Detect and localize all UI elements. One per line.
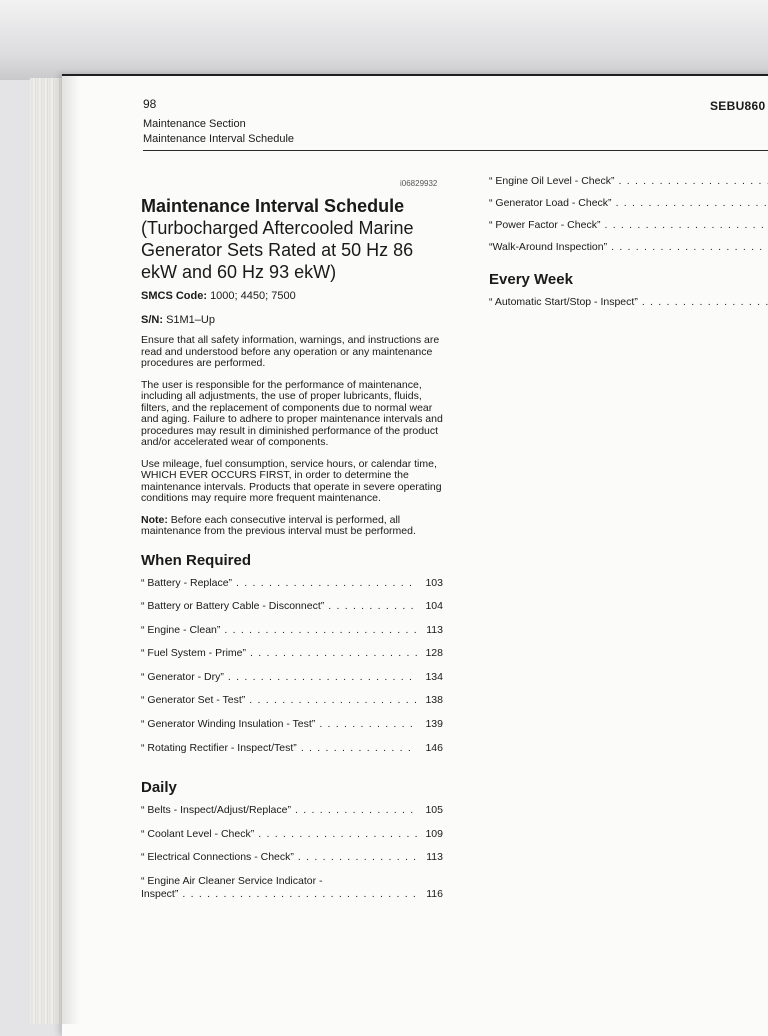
toc-entry[interactable]: “ Battery - Replace” . . . 103 [141, 577, 443, 601]
paragraph-responsibility: The user is responsible for the performance of maintenance, including all adjustments, the use of proper lubricants, fluids, filters, and the replacement of components due to normal wear and aging. Failure to adhere to proper maintenance intervals and procedures may result in diminished performance of the product and/or accelerated wear of components. [141, 378, 443, 448]
toc-entry-line1: “ Engine Air Cleaner Service Indicator - [141, 875, 323, 888]
toc-entry[interactable]: “ Fuel System - Prime” . . . 128 [141, 647, 443, 671]
title-subtitle: (Turbocharged Aftercooled Marine Generator Sets Rated at 50 Hz 86 ekW and 60 Hz 93 ekW) [141, 218, 414, 282]
toc-entry[interactable]: “ Automatic Start/Stop - Inspect” . . . [489, 296, 768, 318]
daily-list [141, 804, 443, 911]
toc-page: 105 [425, 804, 443, 817]
serial-number [141, 313, 443, 327]
toc-entry[interactable]: “ Belts - Inspect/Adjust/Replace” . . . 105 [141, 804, 443, 828]
running-header [143, 117, 294, 147]
left-column [141, 195, 443, 911]
toc-page: 103 [425, 576, 443, 589]
subsection-name: Maintenance Interval Schedule [143, 133, 295, 145]
page-number: 98 [143, 97, 157, 111]
smcs-code [141, 289, 443, 303]
page-gutter-shade [62, 76, 80, 1024]
toc-entry[interactable]: “ Engine Oil Level - Check” . . . [489, 175, 768, 197]
note [141, 515, 443, 538]
topic-title [141, 195, 443, 283]
daily-list-continued [489, 175, 768, 263]
paragraph-intervals: Use mileage, fuel consumption, service hours, or calendar time, WHICH EVER OCCURS FIRST, in order to determine the maintenance intervals. Products that operate in severe operating conditions may require more frequent maintenance. [141, 457, 442, 504]
toc-entry[interactable]: “ Generator Winding Insulation - Test” . . . 139 [141, 718, 443, 742]
toc-entry[interactable]: “ Electrical Connections - Check” . . . 113 [141, 851, 443, 875]
header-rule [143, 150, 768, 151]
toc-page: 109 [425, 827, 443, 840]
toc-page: 113 [426, 623, 443, 636]
sn-label: S/N: [141, 314, 163, 326]
toc-entry[interactable] [141, 875, 443, 911]
smcs-label: SMCS Code: [141, 290, 207, 302]
toc-page: 138 [425, 694, 443, 707]
heading-when-required: When Required [141, 551, 252, 569]
right-column [489, 175, 768, 318]
background-shadow [0, 0, 768, 80]
document-code: SEBU860 [710, 99, 766, 113]
toc-page: 139 [425, 718, 443, 731]
toc-page: 113 [426, 851, 443, 864]
toc-entry[interactable]: “ Engine - Clean” . . . 113 [141, 624, 443, 648]
toc-page: 104 [425, 600, 443, 613]
reference-id: i06829932 [400, 179, 438, 188]
toc-page: 134 [425, 670, 443, 683]
when-required-list [141, 577, 443, 766]
toc-entry[interactable]: “ Generator Load - Check” . . . [489, 197, 768, 219]
note-text: Before each consecutive interval is performed, all maintenance from the previous interval must be performed. [141, 513, 416, 537]
toc-entry[interactable]: “Walk-Around Inspection” . . . [489, 241, 768, 263]
toc-entry[interactable]: “ Generator - Dry” . . . 134 [141, 671, 443, 695]
toc-entry[interactable]: “ Coolant Level - Check” . . . 109 [141, 828, 443, 852]
paragraph-safety: Ensure that all safety information, warnings, and instructions are read and understood before any operation or any maintenance procedures are performed. [141, 334, 440, 369]
heading-daily: Daily [141, 779, 177, 797]
toc-entry[interactable]: “ Power Factor - Check” . . . [489, 219, 768, 241]
section-name: Maintenance Section [143, 118, 246, 130]
title-main: Maintenance Interval Schedule [141, 196, 405, 216]
toc-entry-line2: Inspect” [141, 888, 179, 901]
sn-value: S1M1–Up [166, 314, 215, 326]
toc-page: 116 [426, 888, 443, 901]
toc-entry[interactable]: “ Battery or Battery Cable - Disconnect” . . . 104 [141, 600, 443, 624]
toc-entry[interactable]: “ Rotating Rectifier - Inspect/Test” . . . 146 [141, 742, 443, 766]
toc-page: 146 [425, 741, 443, 754]
heading-every-week: Every Week [489, 271, 573, 288]
smcs-value: 1000; 4450; 7500 [210, 290, 296, 302]
toc-page: 128 [425, 647, 443, 660]
note-label: Note: [141, 513, 168, 526]
every-week-list [489, 296, 768, 318]
toc-entry[interactable]: “ Generator Set - Test” . . . 138 [141, 694, 443, 718]
